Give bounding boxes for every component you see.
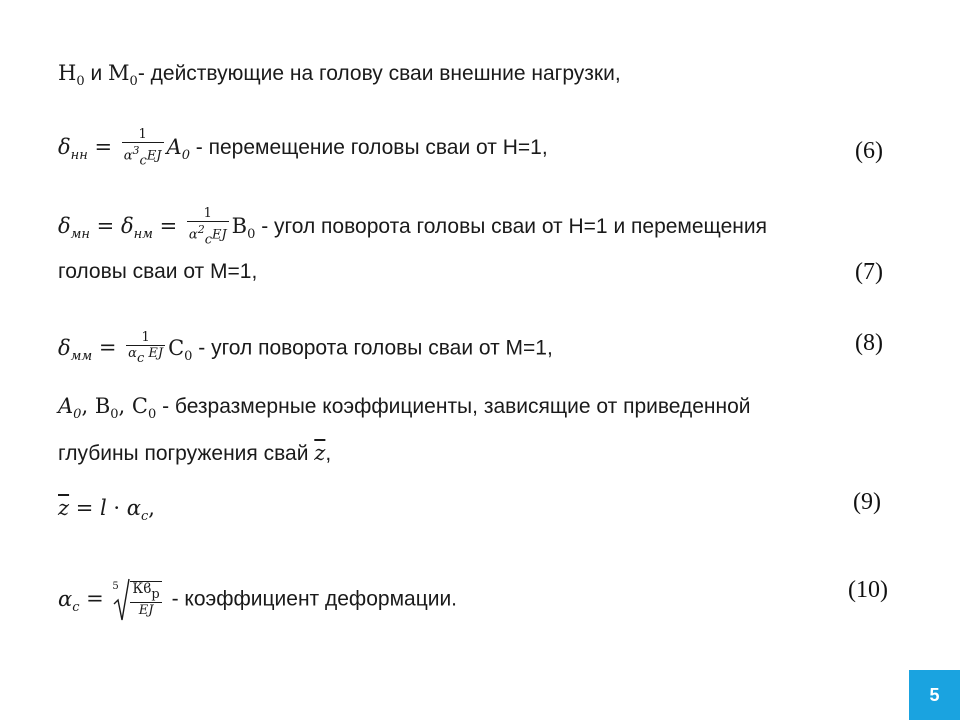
separator: ,	[118, 394, 132, 418]
equation-number-6: (6)	[855, 138, 883, 164]
conjunction: и	[84, 62, 109, 85]
equation-number-9: (9)	[853, 489, 881, 515]
equals-sign: =	[152, 214, 184, 239]
dot-operator: ·	[106, 496, 127, 520]
line-deformation-coef	[58, 578, 457, 622]
coef-b0: $B_0$	[231, 214, 256, 243]
comma: ,	[325, 442, 332, 465]
fraction-numerator: 1	[126, 331, 165, 346]
delta-mh-symbol: $\delta_{мн}$	[58, 214, 90, 243]
fraction-denominator: EJ	[138, 603, 154, 618]
equation-number-7: (7)	[855, 259, 883, 285]
equals-sign: =	[69, 496, 101, 520]
line-text: - перемещение головы сваи от Н=1,	[189, 136, 548, 160]
fraction-denominator: $\alpha^2_сEJ$	[188, 223, 227, 248]
delta-hh-symbol: $\delta_{нн}$	[58, 135, 88, 164]
equation-number-8: (8)	[855, 330, 883, 356]
coef-b0: $B_0$	[94, 394, 119, 422]
alpha-c-symbol: $\alpha_c$	[126, 496, 149, 524]
fraction-numerator: $Кϐ_р$	[132, 581, 160, 602]
coef-c0: $C_0$	[168, 335, 193, 364]
line-delta-hh	[58, 128, 548, 169]
coef-a0: $A_0$	[166, 135, 190, 164]
line-text: - коэффициент деформации.	[165, 587, 458, 611]
m0-symbol: $M_0$	[108, 61, 138, 89]
z-bar-symbol: $\overline{z}$	[314, 441, 326, 465]
fraction-numerator: 1	[122, 128, 164, 143]
equation-number-10: (10)	[848, 577, 888, 603]
equals-sign: =	[92, 335, 124, 360]
z-bar-symbol: $\overline{z}$	[58, 496, 70, 520]
comma: ,	[148, 496, 155, 520]
root-index: 5	[112, 581, 119, 592]
fraction-denominator: $\alpha_с$ EJ	[128, 346, 164, 366]
fraction	[126, 331, 165, 367]
delta-mm-symbol: $\delta_{мм}$	[58, 335, 93, 364]
line-text: головы сваи от М=1,	[58, 260, 258, 283]
fifth-root	[112, 578, 161, 622]
delta-hm-symbol: $\delta_{нм}$	[120, 214, 153, 243]
line-external-loads	[58, 60, 621, 95]
h0-symbol: $H_0$	[58, 61, 85, 89]
line-z-formula	[58, 495, 155, 530]
coef-c0: $C_0$	[131, 394, 157, 422]
page-number-badge	[909, 670, 960, 720]
line-delta-mm	[58, 331, 553, 370]
equals-sign: =	[90, 214, 121, 239]
fraction	[122, 128, 164, 169]
line-text: глубины погружения свай	[58, 442, 315, 465]
line-text: - действующие на голову сваи внешние нагрузки,	[137, 62, 621, 85]
l-symbol: l	[100, 496, 107, 520]
page-number: 5	[929, 684, 940, 705]
line-coefficients	[58, 393, 751, 428]
fraction-denominator: $\alpha^3_сEJ$	[123, 144, 162, 169]
fraction-numerator: 1	[187, 207, 229, 222]
fraction	[187, 207, 229, 248]
equals-sign: =	[79, 586, 111, 611]
equals-sign: =	[87, 135, 119, 160]
line-delta-mh	[58, 207, 767, 248]
line-text: - безразмерные коэффициенты, зависящие от приведенной	[156, 395, 751, 418]
coef-a0: $A_0$	[58, 394, 82, 422]
separator: ,	[81, 394, 95, 418]
line-text: - угол поворота головы сваи от М=1,	[192, 336, 553, 360]
alpha-c-symbol: $\alpha_c$	[58, 586, 80, 615]
line-text: - угол поворота головы сваи от Н=1 и перемещения	[255, 215, 767, 239]
line-depth	[58, 440, 331, 467]
line-continuation	[58, 259, 257, 285]
